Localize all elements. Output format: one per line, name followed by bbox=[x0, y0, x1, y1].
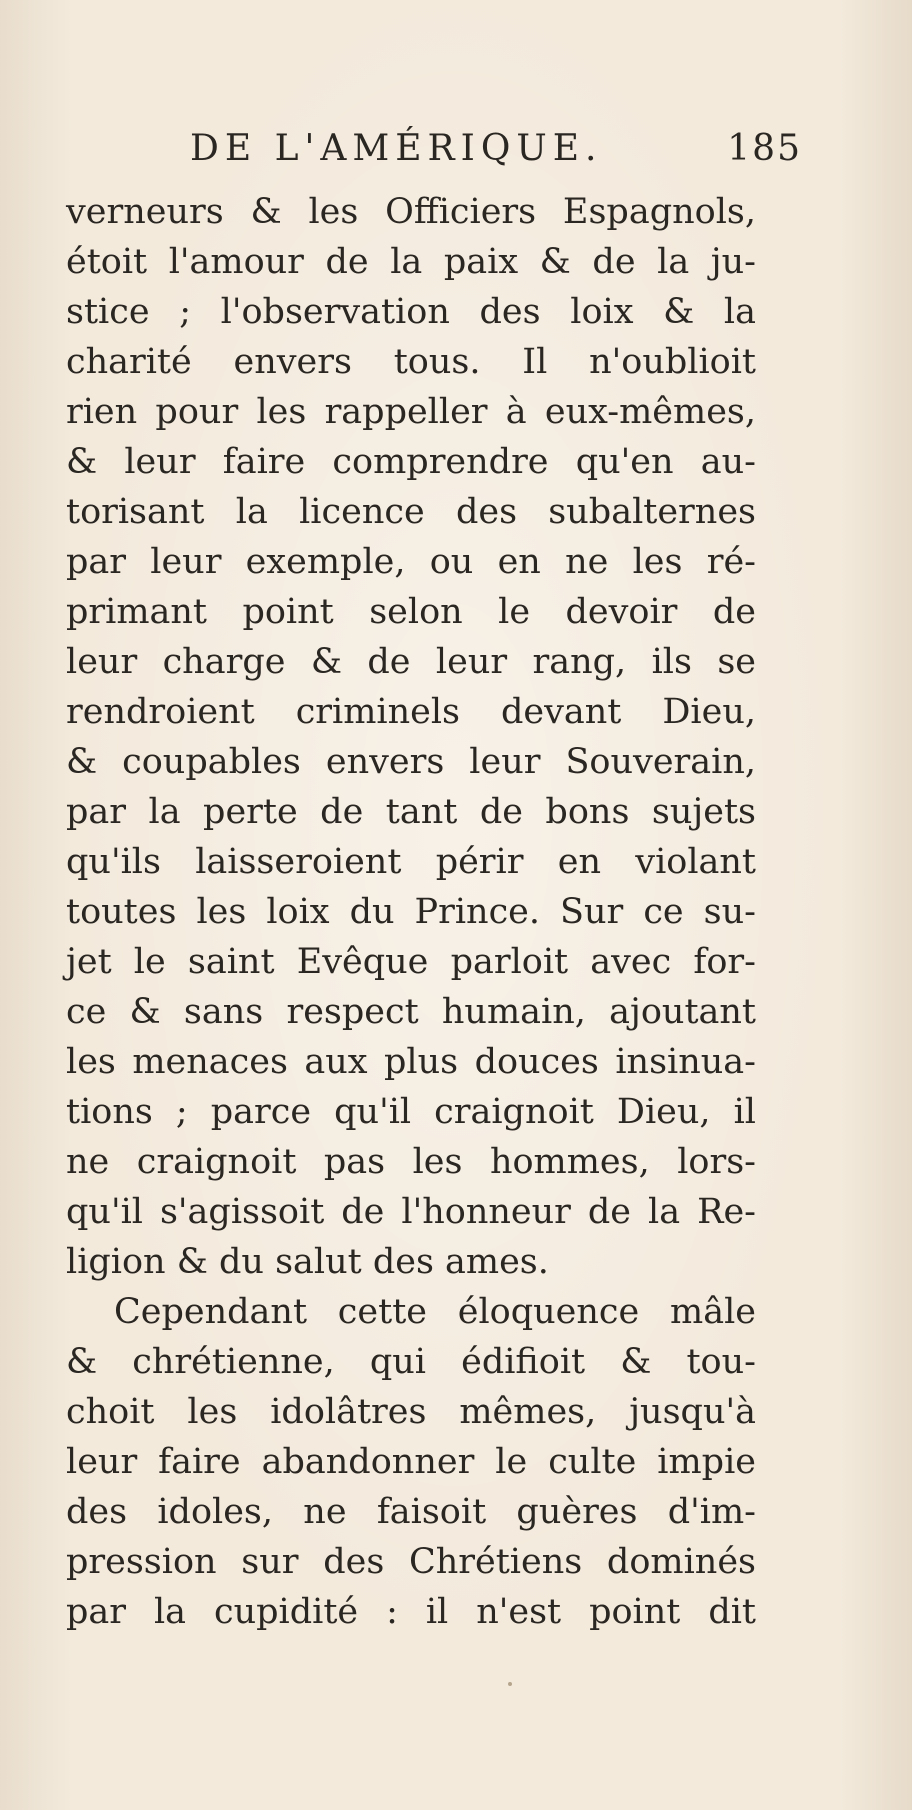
paragraph-end-line: ligion & du salut des ames. bbox=[66, 1242, 549, 1282]
running-head: DE L'AMÉRIQUE. bbox=[190, 128, 603, 169]
text-line: étoit l'amour de la paix & de la ju- bbox=[66, 242, 756, 282]
page-number: 185 bbox=[727, 128, 802, 169]
text-line: stice ; l'observation des loix & la bbox=[66, 292, 756, 332]
text-line: leur faire abandonner le culte impie bbox=[66, 1442, 756, 1482]
text-line: verneurs & les Officiers Espagnols, bbox=[66, 192, 756, 232]
text-line: ce & sans respect humain, ajoutant bbox=[66, 992, 756, 1032]
text-line: ne craignoit pas les hommes, lors- bbox=[66, 1142, 756, 1182]
text-line: & chrétienne, qui édifioit & tou- bbox=[66, 1342, 756, 1382]
text-line: pression sur des Chrétiens dominés bbox=[66, 1542, 756, 1582]
paragraph-start-line: Cependant cette éloquence mâle bbox=[114, 1292, 756, 1332]
text-line: jet le saint Evêque parloit avec for- bbox=[66, 942, 756, 982]
text-line: leur charge & de leur rang, ils se bbox=[66, 642, 756, 682]
text-line: charité envers tous. Il n'oublioit bbox=[66, 342, 756, 382]
text-line: des idoles, ne faisoit guères d'im- bbox=[66, 1492, 756, 1532]
text-line: tions ; parce qu'il craignoit Dieu, il bbox=[66, 1092, 756, 1132]
ink-speck bbox=[508, 1682, 512, 1686]
text-line: & leur faire comprendre qu'en au- bbox=[66, 442, 756, 482]
text-line: & coupables envers leur Souverain, bbox=[66, 742, 756, 782]
text-line: par leur exemple, ou en ne les ré- bbox=[66, 542, 756, 582]
text-line: qu'il s'agissoit de l'honneur de la Re- bbox=[66, 1192, 756, 1232]
text-line: par la perte de tant de bons sujets bbox=[66, 792, 756, 832]
text-line: rendroient criminels devant Dieu, bbox=[66, 692, 756, 732]
text-line: choit les idolâtres mêmes, jusqu'à bbox=[66, 1392, 756, 1432]
page-header bbox=[190, 128, 830, 180]
text-line: primant point selon le devoir de bbox=[66, 592, 756, 632]
text-line: rien pour les rappeller à eux-mêmes, bbox=[66, 392, 756, 432]
body-text bbox=[66, 187, 756, 1637]
text-line: toutes les loix du Prince. Sur ce su- bbox=[66, 892, 756, 932]
text-line: par la cupidité : il n'est point dit bbox=[66, 1592, 756, 1632]
text-line: torisant la licence des subalternes bbox=[66, 492, 756, 532]
text-line: les menaces aux plus douces insinua- bbox=[66, 1042, 756, 1082]
text-line: qu'ils laisseroient périr en violant bbox=[66, 842, 756, 882]
